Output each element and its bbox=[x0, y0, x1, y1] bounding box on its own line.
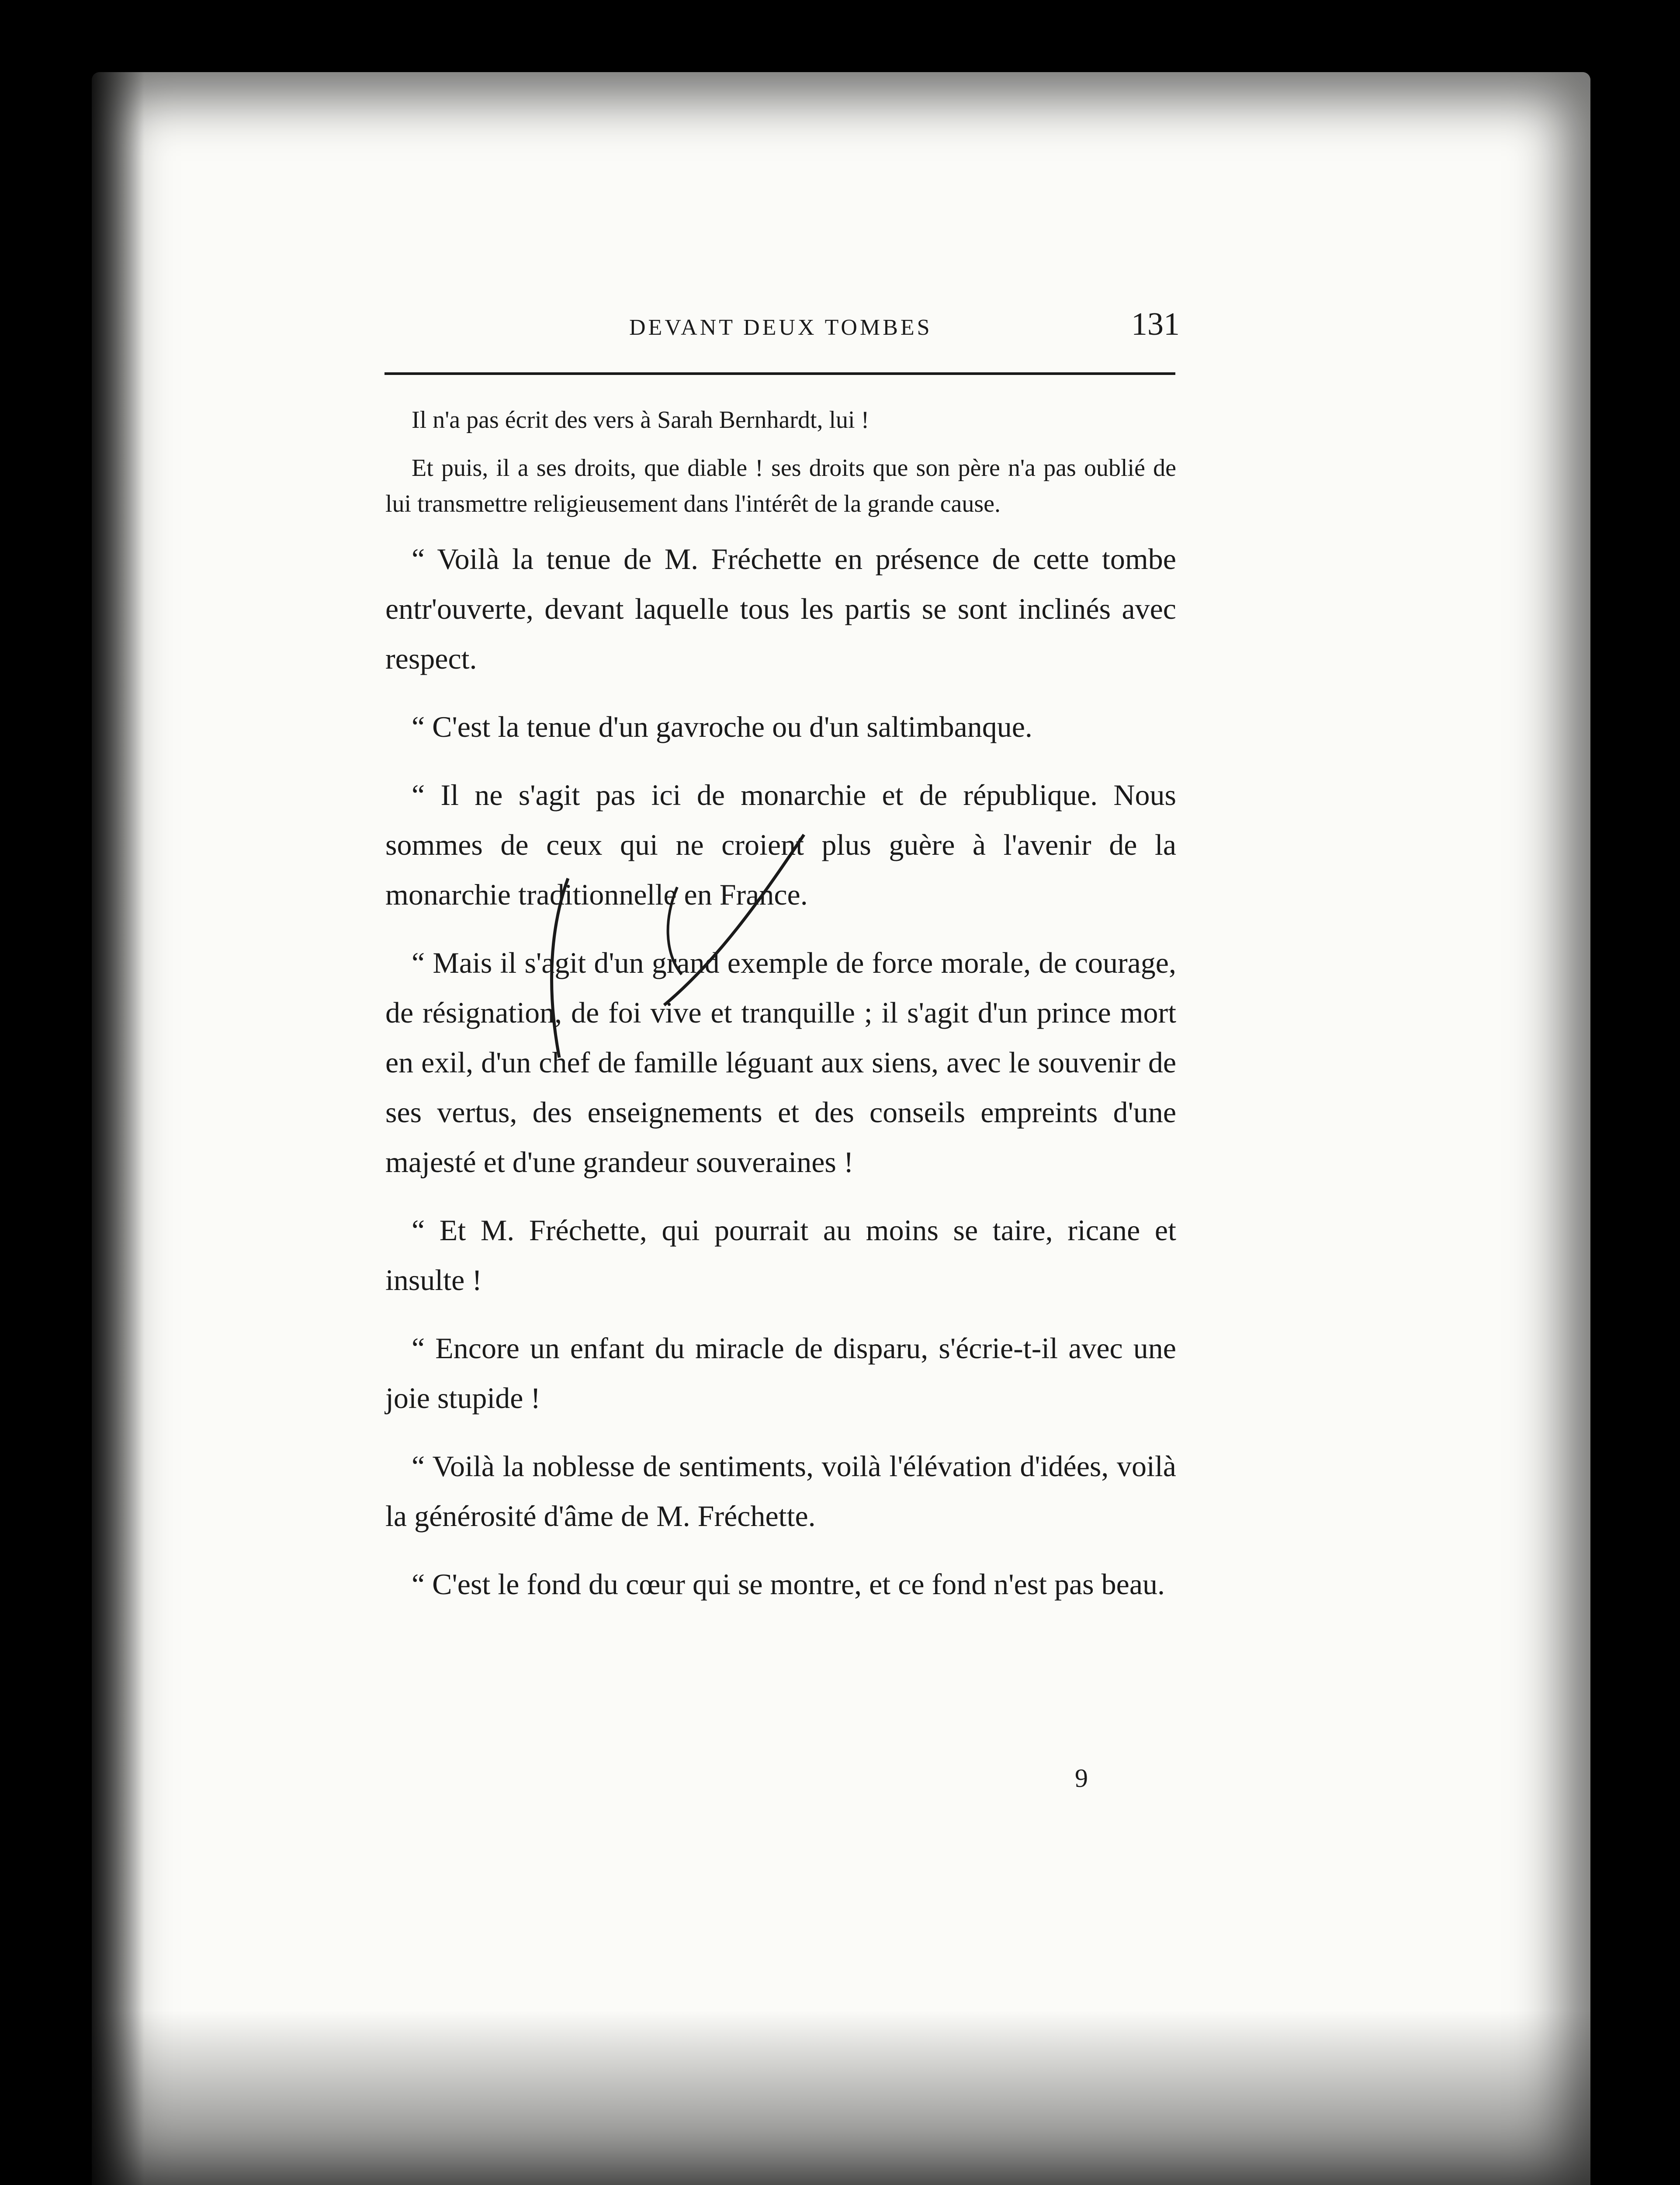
running-title: DEVANT DEUX TOMBES bbox=[629, 315, 932, 340]
pencil-annotation bbox=[533, 830, 839, 1101]
paragraph: Et puis, il a ses droits, que diable ! ses droits que son père n'a pas oublié de lui transmettre religieusement dans l'intérêt de la grande cause. bbox=[385, 454, 1176, 517]
paragraph: “ Voilà la noblesse de sentiments, voilà l'élévation d'idées, voilà la générosité d'âme de M. Fréchette. bbox=[385, 1450, 1176, 1533]
paragraph: “ C'est la tenue d'un gavroche ou d'un saltimbanque. bbox=[412, 710, 1032, 743]
page-number: 131 bbox=[1131, 306, 1180, 342]
paragraph: “ Voilà la tenue de M. Fréchette en présence de cette tombe entr'ouverte, devant laquelle tous les partis se sont inclinés avec respect. bbox=[385, 542, 1176, 675]
header-rule bbox=[384, 372, 1175, 375]
paragraph: “ Et M. Fréchette, qui pourrait au moins se taire, ricane et insulte ! bbox=[385, 1214, 1176, 1297]
binding-shadow bbox=[92, 72, 144, 2185]
running-head bbox=[384, 306, 1180, 350]
paragraph: “ Mais il s'agit d'un grand exemple de force morale, de courage, de résignation, de foi vive et tranquille ; il s'agit d'un prince mort en exil, d'un chef de famille léguant aux siens, avec le souvenir de ses vertus, des enseignements et des conseils empreints d'une majesté et d'une grandeur souveraines ! bbox=[385, 946, 1176, 1179]
paragraph: “ Encore un enfant du miracle de disparu, s'écrie-t-il avec une joie stupide ! bbox=[385, 1332, 1176, 1415]
paragraph: “ Il ne s'agit pas ici de monarchie et de république. Nous sommes de ceux qui ne croient plus guère à l'avenir de la monarchie traditionnelle en France. bbox=[385, 778, 1176, 911]
paragraph: “ C'est le fond du cœur qui se montre, et ce fond n'est pas beau. bbox=[412, 1568, 1165, 1601]
signature-mark: 9 bbox=[1075, 1764, 1088, 1793]
paragraph: Il n'a pas écrit des vers à Sarah Bernhardt, lui ! bbox=[412, 406, 869, 434]
bottom-shadow bbox=[92, 2010, 1590, 2185]
